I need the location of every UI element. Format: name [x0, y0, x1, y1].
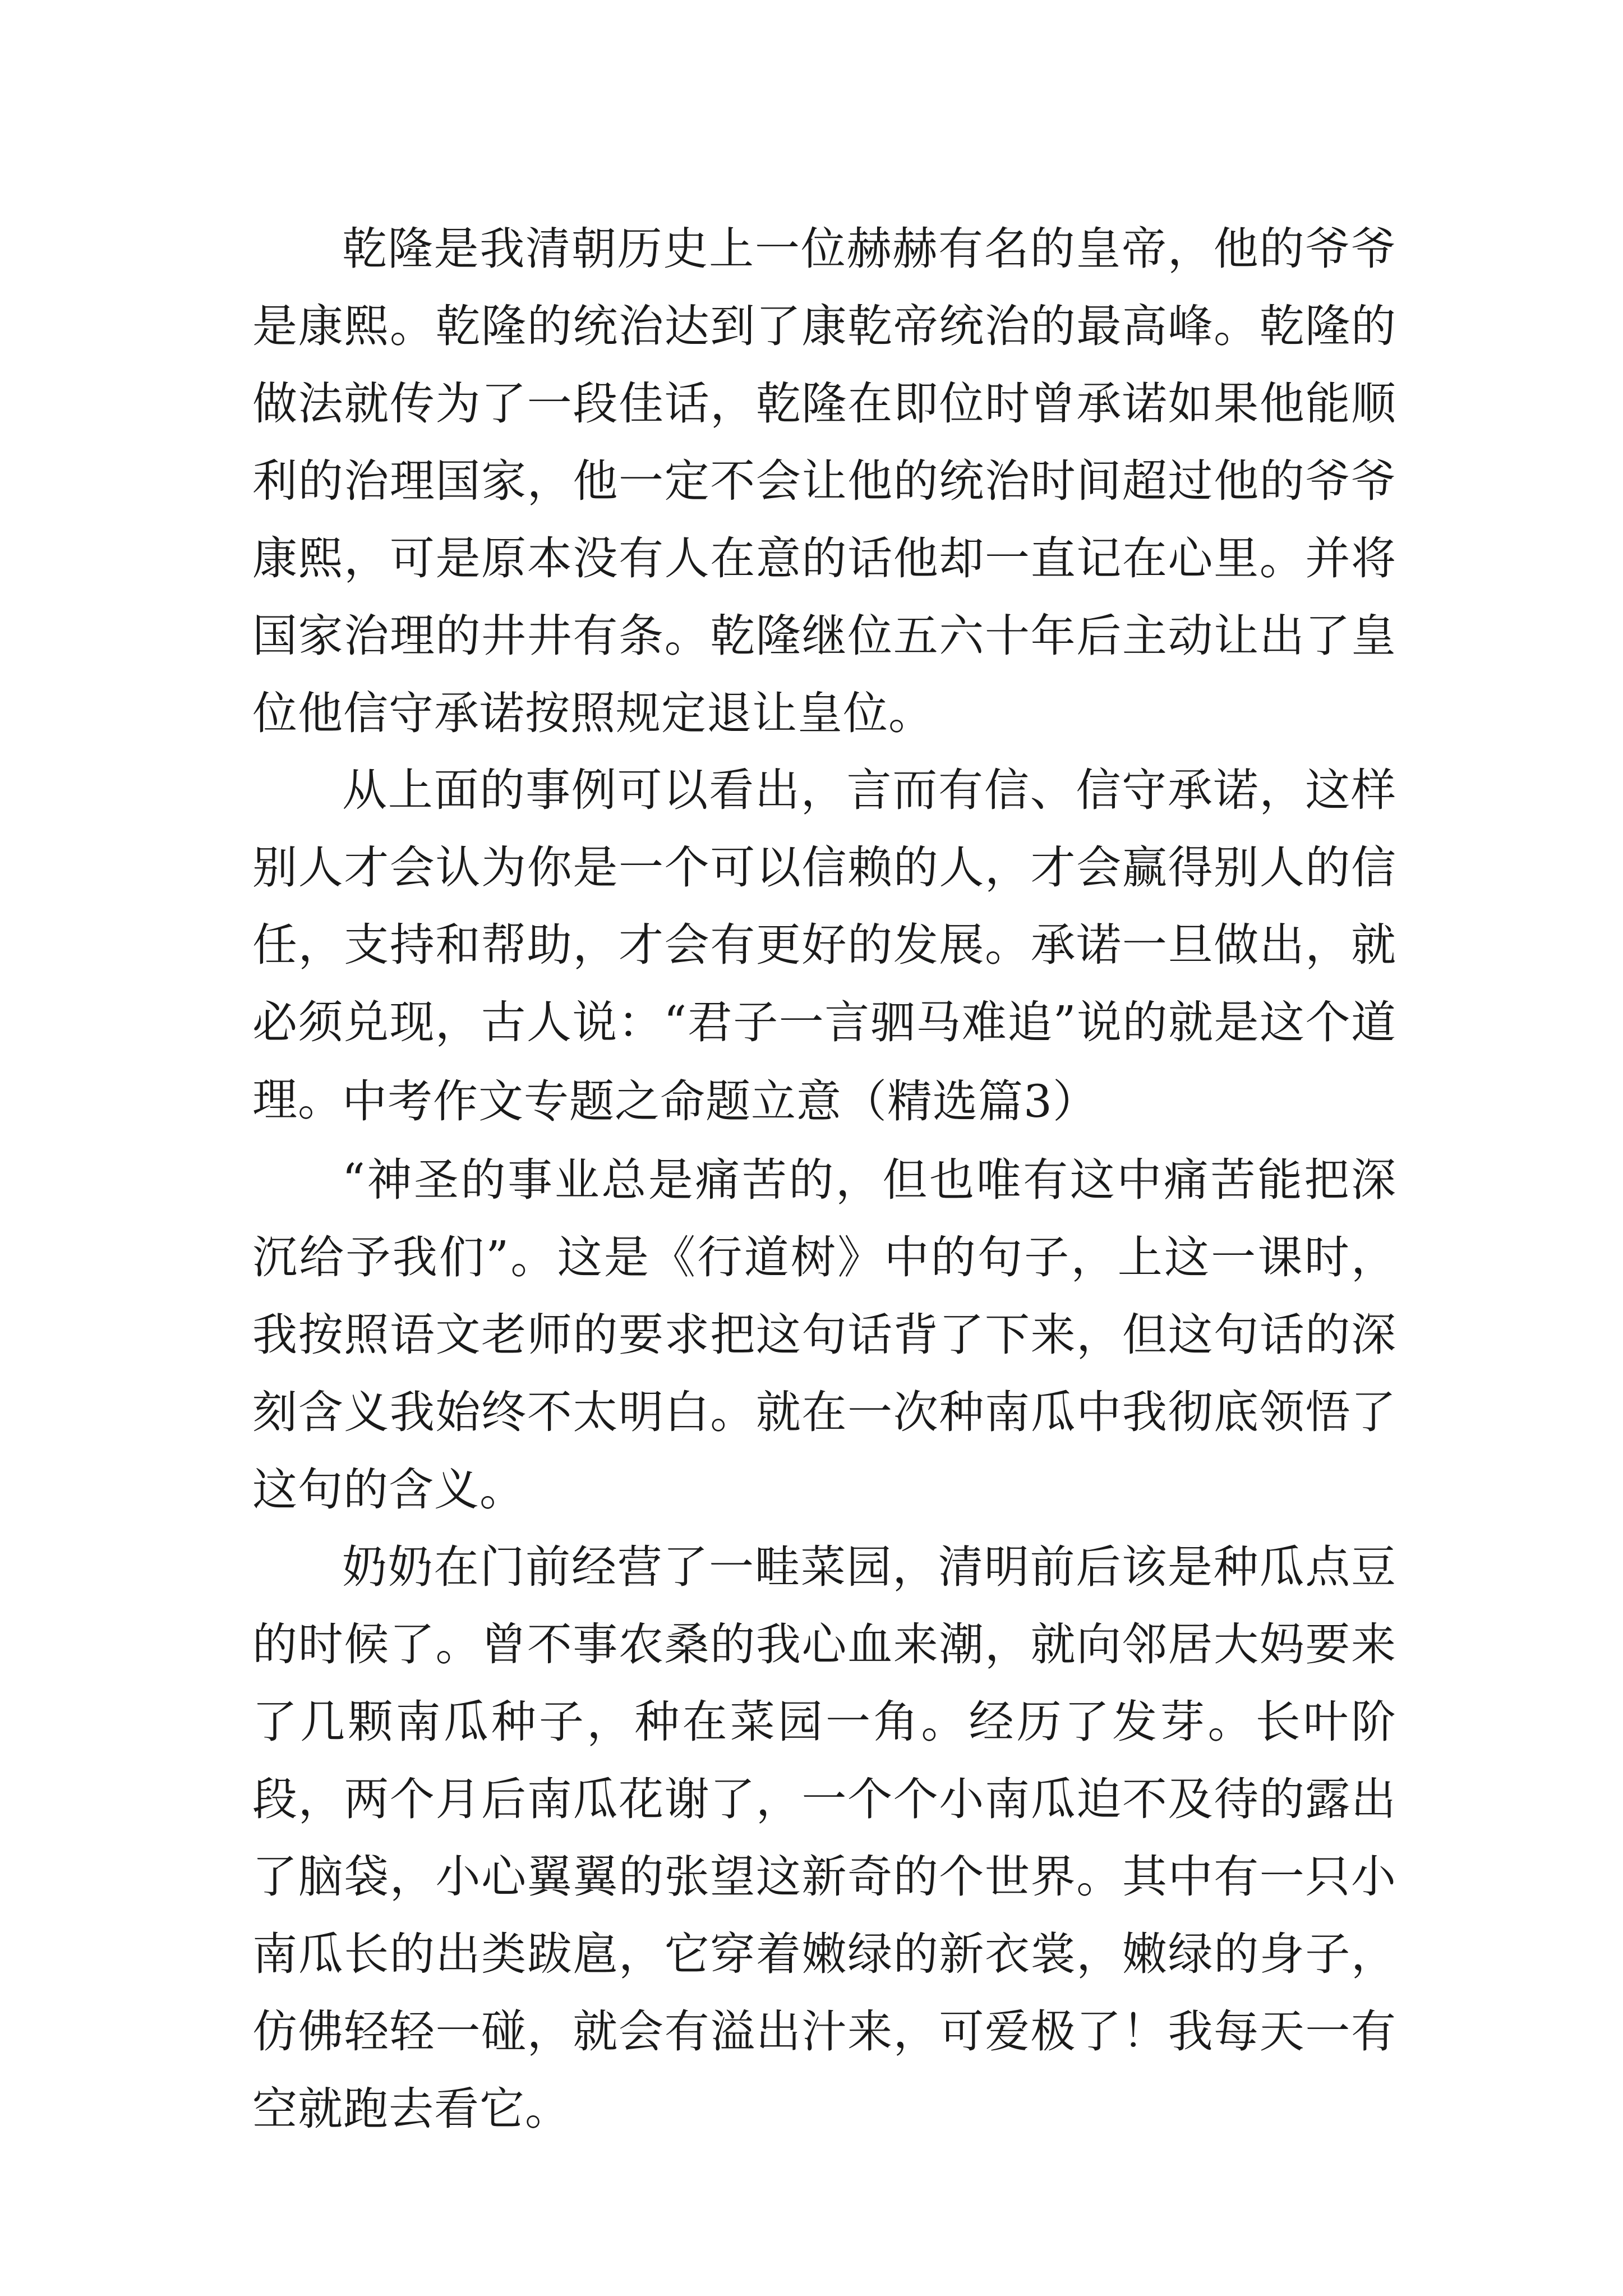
- paragraph-qianlong-story: 乾隆是我清朝历史上一位赫赫有名的皇帝，他的爷爷是康熙。乾隆的统治达到了康乾帝统治的最高峰。乾隆的做法就传为了一段佳话，乾隆在即位时曾承诺如果他能顺利的治理国家，他一定不会让他的统治时间超过他的爷爷康熙，可是原本没有人在意的话他却一直记在心里。并将国家治理的井井有条。乾隆继位五六十年后主动让出了皇位他信守承诺按照规定退让皇位。: [252, 223, 1396, 739]
- paragraph-conclusion: 从上面的事例可以看出，言而有信、信守承诺，这样别人才会认为你是一个可以信赖的人，才会赢得别人的信任，支持和帮助，才会有更好的发展。承诺一旦做出，就必须兑现，古人说：“君子一言驷马难追”说的就是这个道理。: [252, 764, 1396, 1126]
- paragraph-pumpkin-garden: 奶奶在门前经营了一畦菜园，清明前后该是种瓜点豆的时候了。曾不事农桑的我心血来潮，就向邻居大妈要来了几颗南瓜种子，种在菜园一角。经历了发芽。长叶阶段，两个月后南瓜花谢了，一个个小南瓜迫不及待的露出了脑袋，小心翼翼的张望这新奇的个世界。其中有一只小南瓜长的出类跋扈，它穿着嫩绿的新衣裳，嫩绿的身子，仿佛轻轻一碰，就会有溢出汁来，可爱极了！我每天一有空就跑去看它。: [252, 1541, 1396, 2135]
- paragraph-xingdaoshu-quote: “神圣的事业总是痛苦的，但也唯有这中痛苦能把深沉给予我们”。这是《行道树》中的句子，上这一课时，我按照语文老师的要求把这句话背了下来，但这句话的深刻含义我始终不太明白。就在一次种南瓜中我彻底领悟了这句的含义。: [252, 1154, 1396, 1516]
- section-heading: 中考作文专题之命题立意（精选篇3）: [342, 1075, 1098, 1128]
